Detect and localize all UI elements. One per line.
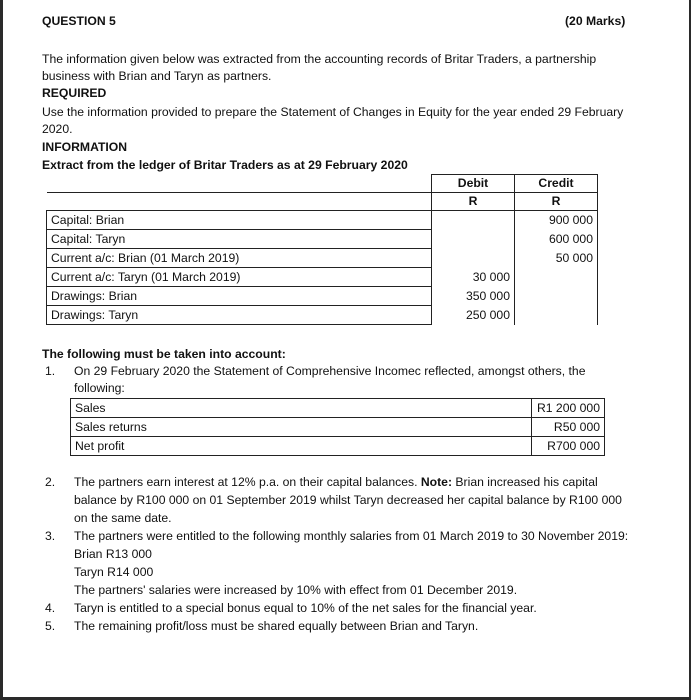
question-title: QUESTION 5 — [42, 14, 116, 28]
note-1-number: 1. — [45, 364, 56, 378]
note-2-note-label: Note: — [420, 475, 453, 489]
notes-heading: The following must be taken into account: — [42, 347, 286, 361]
note-3-taryn-salary: Taryn R14 000 — [74, 565, 154, 579]
note-3-number: 3. — [45, 529, 56, 543]
sci-item: Net profit — [71, 437, 532, 456]
debit-value: 250 000 — [432, 306, 515, 325]
note-2-line-3: on the same date. — [74, 511, 172, 525]
required-heading: REQUIRED — [42, 86, 107, 100]
credit-value: 50 000 — [515, 249, 598, 268]
note-2-line-1 — [74, 475, 598, 490]
note-3-brian-salary: Brian R13 000 — [74, 547, 152, 561]
ledger-title: Extract from the ledger of Britar Traders as at 29 February 2020 — [42, 158, 408, 172]
note-2-line-2: balance by R100 000 on 01 September 2019 whilst Taryn decreased her capital balance by R100 000 — [74, 493, 622, 507]
page-border-left — [0, 0, 3, 700]
account-name: Capital: Brian — [47, 211, 432, 230]
table-row — [47, 211, 598, 230]
sci-item: Sales — [71, 399, 532, 418]
credit-currency: R — [515, 193, 598, 211]
sci-value: R1 200 000 — [532, 399, 605, 418]
ledger-currency-blank — [47, 193, 432, 211]
required-line-2: 2020. — [42, 122, 73, 136]
intro-line-1: The information given below was extracted from the accounting records of Britar Traders, a partnership — [42, 52, 597, 66]
note-4-line: Taryn is entitled to a special bonus equal to 10% of the net sales for the financial year. — [74, 601, 537, 615]
table-row — [47, 230, 598, 249]
table-row — [47, 287, 598, 306]
required-line-1: Use the information provided to prepare the Statement of Changes in Equity for the year ended 29 February — [42, 105, 624, 119]
debit-header: Debit — [432, 175, 515, 193]
account-name: Drawings: Brian — [47, 287, 432, 306]
account-name: Current a/c: Brian (01 March 2019) — [47, 249, 432, 268]
table-row — [71, 437, 605, 456]
debit-value — [432, 211, 515, 230]
debit-value: 350 000 — [432, 287, 515, 306]
table-row — [71, 418, 605, 437]
table-row — [47, 306, 598, 325]
credit-value: 600 000 — [515, 230, 598, 249]
note-5-line: The remaining profit/loss must be shared equally between Brian and Taryn. — [74, 619, 479, 633]
note-1-line-2: following: — [74, 381, 125, 395]
debit-value — [432, 230, 515, 249]
ledger-table — [46, 174, 598, 325]
debit-currency: R — [432, 193, 515, 211]
intro-line-2: business with Brian and Taryn as partners. — [42, 69, 272, 83]
account-name: Drawings: Taryn — [47, 306, 432, 325]
income-statement-table — [70, 398, 605, 456]
credit-value: 900 000 — [515, 211, 598, 230]
table-row — [47, 249, 598, 268]
credit-header: Credit — [515, 175, 598, 193]
note-2-number: 2. — [45, 475, 56, 489]
ledger-header-blank — [47, 175, 432, 193]
debit-value: 30 000 — [432, 268, 515, 287]
debit-value — [432, 249, 515, 268]
account-name: Current a/c: Taryn (01 March 2019) — [47, 268, 432, 287]
credit-value — [515, 268, 598, 287]
sci-item: Sales returns — [71, 418, 532, 437]
ledger-currency-row — [47, 193, 598, 211]
marks-label: (20 Marks) — [565, 14, 626, 28]
note-5-number: 5. — [45, 619, 56, 633]
information-heading: INFORMATION — [42, 140, 128, 154]
sci-value: R50 000 — [532, 418, 605, 437]
note-2-line-1-a: The partners earn interest at 12% p.a. on their capital balances. — [74, 475, 421, 489]
note-4-number: 4. — [45, 601, 56, 615]
credit-value — [515, 306, 598, 325]
table-row — [71, 399, 605, 418]
table-row — [47, 268, 598, 287]
note-3-line-4: The partners' salaries were increased by 10% with effect from 01 December 2019. — [74, 583, 518, 597]
note-1-line-1: On 29 February 2020 the Statement of Comprehensive Incomec reflected, amongst others, the — [74, 364, 586, 378]
note-2-line-1-b: Brian increased his capital — [452, 475, 598, 489]
account-name: Capital: Taryn — [47, 230, 432, 249]
credit-value — [515, 287, 598, 306]
sci-value: R700 000 — [532, 437, 605, 456]
ledger-header-row — [47, 175, 598, 193]
note-3-line-1: The partners were entitled to the following monthly salaries from 01 March 2019 to 30 November 2019: — [74, 529, 629, 543]
